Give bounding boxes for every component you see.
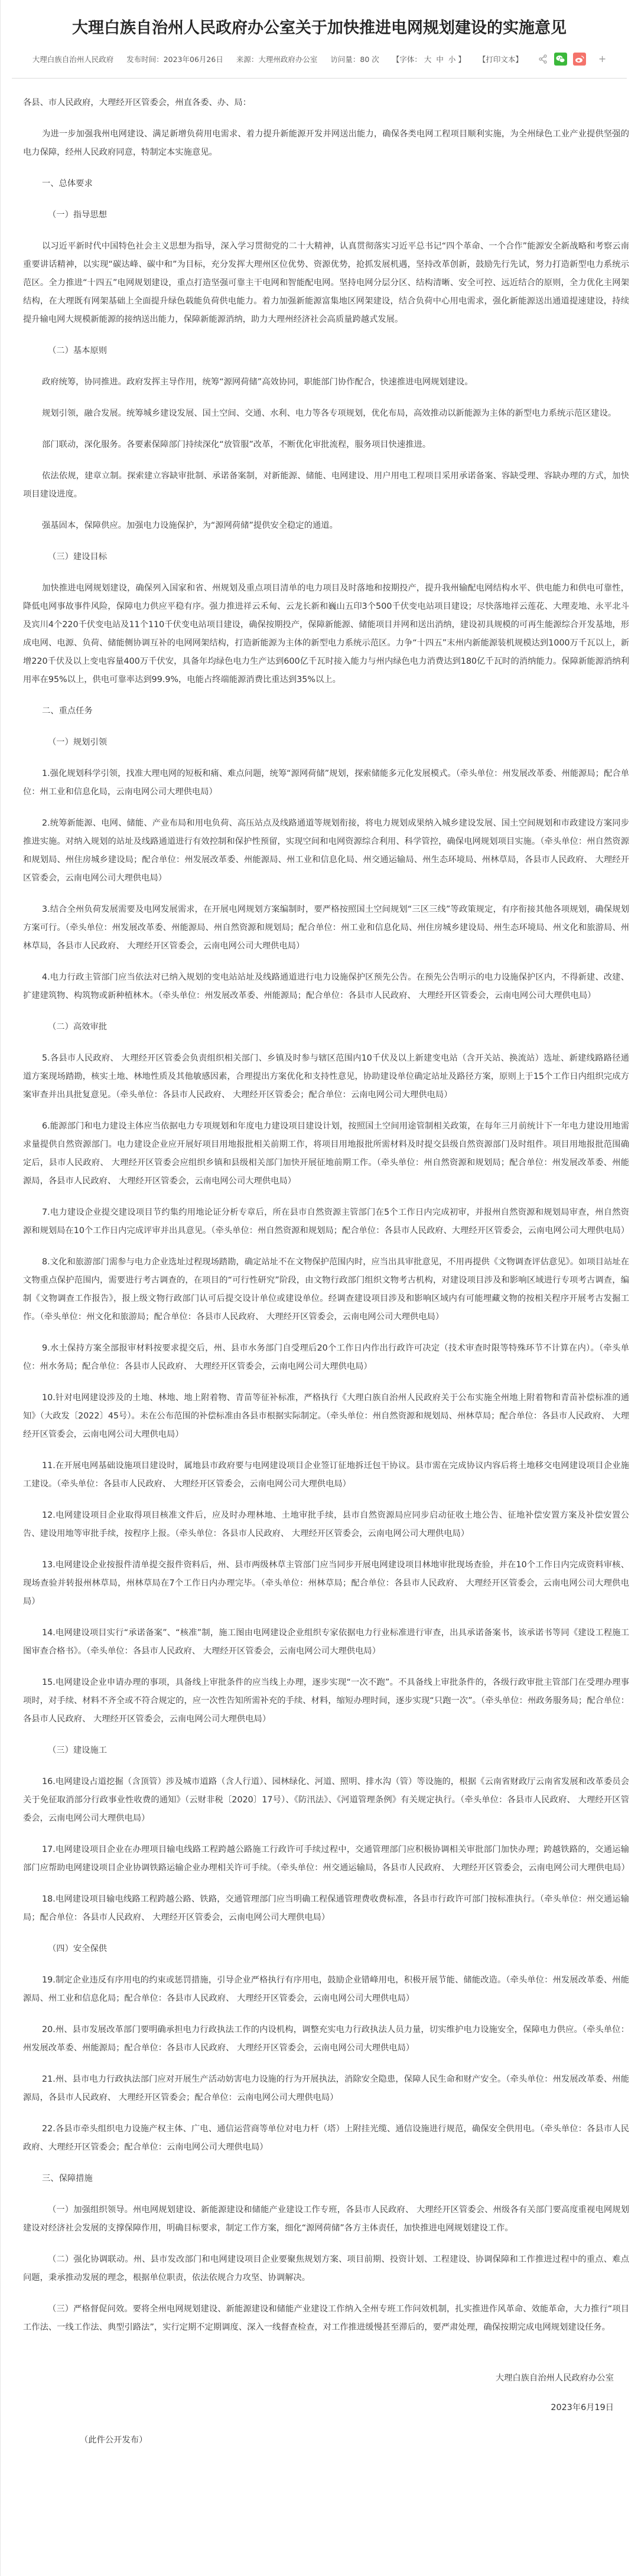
visit-count: [330, 54, 379, 64]
publish-time-label: 发布时间：: [126, 55, 164, 64]
wechat-icon[interactable]: [554, 53, 567, 66]
section-heading: 二、重点任务: [42, 706, 93, 716]
task-item: 2.统筹新能源、电网、储能、产业布局和用电负荷、高压站点及线路通道等规划衔接，将电力规划成果纳入城乡建设发展、国土空间规划和市政建设方案同步推进实施。对纳入规划的站址及线路通道进行有效控制和保护性预留，实现空间和电网资源综合利用、科学管控，确保电网规划项目实施。（牵头单位：州自然资源和规划局、州住房城乡建设局；配合单位：州发展改革委、州能源局、州工业和信息化局、州交通运输局、州生态环境局、州林草局，各县市人民政府、 大理经开区管委会，云南电网公司大理供电局）: [23, 819, 629, 883]
visits-label: 访问量：: [330, 55, 360, 64]
task-item: 8.文化和旅游部门需参与电力企业选址过程现场踏勘，确定站址不在文物保护范围内时，应当出具审批意见，不用再提供《文物调查评估意见》。如项目站址在文物重点保护范围内，需要进行考古调查的，在项目的“可行性研究”阶段，由文物行政部门组织文物考古机构，对建设项目涉及和影响区域进行专项考古调查，编制《文物调查工作报告》，报上级文物行政部门认可后提交设计单位或建设单位。经调查建设项目涉及和影响区域内有可能埋藏文物的按相关程序开展考古发掘工作。（牵头单位：州文化和旅游局；配合单位：各县市人民政府、 大理经开区管委会，云南电网公司大理供电局）: [23, 1257, 629, 1322]
task-item: 3.结合全州负荷发展需要及电网发展需求，在开展电网规划方案编制时，要严格按照国土空间规划“三区三线”等政策规定，有序衔接其他各项规划，确保规划方案可行。（牵头单位：州发展改革委、州能源局、州自然资源和规划局；配合单位：州工业和信息化局、州住房城乡建设局、州生态环境局、州文化和旅游局、州林草局，各县市人民政府、 大理经开区管委会，云南电网公司大理供电局）: [23, 905, 629, 951]
task-item: 22.各县市牵头组织电力设施产权主体、广电、通信运营商等单位对电力杆（塔）上附挂光缆、通信设施进行规范，确保安全供用电。（牵头单位：各县市人民政府、大理经开区管委会；配合单位：云南电网公司大理供电局）: [23, 2124, 629, 2152]
issuer: 大理白族自治州人民政府办公室: [495, 2373, 614, 2383]
subsection-heading: （二）高效审批: [48, 1022, 108, 1032]
paragraph: 部门联动，深化服务。各要素保障部门持续深化“放管服”改革，不断优化审批流程，服务项目快速推进。: [42, 440, 431, 449]
task-item: 9.水土保持方案全部报审材料按要求提交后，州、县市水务部门自受理后20个工作日内作出行政许可决定（技术审查时限等特殊环节不计算在内）。（牵头单位：州水务局；配合单位：各县市人民政府、 大理经开区管委会，云南电网公司大理供电局）: [23, 1344, 629, 1371]
article-body: [1, 79, 638, 2450]
subsection-heading: （一）指导思想: [48, 210, 108, 220]
source-value: 大理州政府办公室: [258, 55, 318, 64]
task-item: 13.电网建设企业按报件清单提交报件资料后，州、县市两级林草主管部门应当同步开展电网建设项目林地审批现场查验，并在10个工作日内完成资料审核、现场查验并转报州林草局，州林草局在7个工作日内办理完毕。（牵头单位：州林草局；配合单位：各县市人民政府、 大理经开区管委会，云南电网公司大理供电局）: [23, 1560, 629, 1606]
intro-paragraph: 为进一步加强我州电网建设、满足新增负荷用电需求、着力提升新能源开发并网送出能力，确保各类电网工程项目顺利实施，为全州绿色工业产业提供坚强的电力保障，经州人民政府同意，特制定本实施意见。: [23, 129, 629, 157]
section-heading: 三、保障措施: [42, 2174, 93, 2183]
visits-unit: 次: [372, 55, 379, 64]
paragraph: （三）严格督促问效。要将全州电网规划建设、新能源建设和储能产业建设工作纳入全州专班工作问效机制，扎实推进作风革命、效能革命，大力推行“项目工作法、一线工作法、典型引路法”，实行定期不定期调度、深入一线督查检查，对工作推进缓慢甚至滞后的，要严肃处理，确保按期完成电网规划建设任务。: [23, 2304, 629, 2332]
subsection-heading: （二）基本原则: [48, 346, 108, 356]
subsection-heading: （一）规划引领: [48, 738, 108, 747]
task-item: 15.电网建设企业申请办理的事项，具备线上审批条件的应当线上办理，逐步实现“一次不跑”。不具备线上审批条件的，各级行政审批主管部门在受理办理事项时，对手续、材料不齐全或不符合规定的，应一次性告知所需补充的手续、材料，缩短办理时间，逐步实现“只跑一次”。（牵头单位：州政务服务局；配合单位：各县市人民政府、 大理经开区管委会，云南电网公司大理供电局）: [23, 1678, 629, 1724]
signature-block: [23, 2372, 629, 2414]
font-size-large-button[interactable]: 大: [424, 55, 432, 64]
subsection-heading: （四）安全保供: [48, 1944, 108, 1954]
paragraph: 强基固本，保障供应。加强电力设施保护，为“源网荷储”提供安全稳定的通道。: [42, 521, 338, 530]
share-icon[interactable]: [538, 54, 548, 64]
task-item: 7.电力建设企业提交建设项目节约集约用地论证分析专章后，所在县市自然资源主管部门在5个工作日内完成初审，并报州自然资源和规划局审查，州自然资源和规划局在10个工作日内完成评审并出具意见。（牵头单位：州自然资源和规划局；配合单位：各县市人民政府、大理经开区管委会，云南电网公司大理供电局）: [23, 1208, 630, 1235]
source: [236, 54, 318, 64]
subsection-heading: （三）建设目标: [48, 552, 108, 562]
salutation: 各县、市人民政府，大理经开区管委会，州直各委、办、局：: [23, 98, 252, 107]
font-size-medium-button[interactable]: 中: [436, 55, 444, 64]
meta-bar: [1, 52, 638, 66]
task-item: 16.电网建设占道挖掘（含顶管）涉及城市道路（含人行道）、园林绿化、河道、照明、排水沟（管）等设施的，根据《云南省财政厅云南省发展和改革委员会关于免征取消部分行政事业性收费的通知》（云财非税〔2020〕17号）、《防汛法》、《河道管理条例》有关规定执行。（牵头单位：各县市人民政府、 大理经开区管委会，云南电网公司大理供电局）: [23, 1777, 629, 1823]
paragraph: 规划引领，融合发展。统筹城乡建设发展、国土空间、交通、水利、电力等各专项规划，优化布局，高效推动以新能源为主体的新型电力系统示范区建设。: [42, 409, 617, 418]
task-item: 10.针对电网建设涉及的土地、林地、地上附着物、青苗等征补标准，严格执行《大理白族自治州人民政府关于公布实施全州地上附着物和青苗补偿标准的通知》（大政发〔2022〕45号）。未在公布范围的补偿标准由各县市根据实际制定。（牵头单位：州自然资源和规划局、州林草局；配合单位：各县市人民政府、 大理经开区管委会，云南电网公司大理供电局）: [23, 1393, 629, 1439]
plus-icon[interactable]: +: [598, 53, 607, 64]
paragraph: 以习近平新时代中国特色社会主义思想为指导，深入学习贯彻党的二十大精神，认真贯彻落实习近平总书记“四个革命、一个合作”能源安全新战略和考察云南重要讲话精神，以实现“碳达峰、碳中和”为目标，充分发挥大理州区位优势、资源优势，抢抓发展机遇，坚持改革创新，鼓励先行先试，努力打造新型电力系统示范区。全力推进“十四五”电网规划建设，重点打造坚强可靠主干电网和智能配电网。坚持电网分层分区、结构清晰、安全可控、远近结合的原则，全力优化主网架结构，在大理既有网架基础上全面提升绿色载能负荷供电能力。着力加强新能源富集地区网架建设，结合负荷中心用电需求，强化新能源送出通道提速建设，持续提升输电网大规模新能源的接纳送出能力，保障新能源消纳，助力大理州经济社会高质量跨越式发展。: [23, 242, 629, 324]
task-item: 21.州、县市电力行政执法部门应对开展生产活动妨害电力设施的行为开展执法，消除安全隐患，保障人民生命和财产安全。（牵头单位：州发展改革委、州能源局，各县市人民政府、 大理经开区管委会；配合单位：云南电网公司大理供电局）: [23, 2075, 629, 2102]
task-item: 4.电力行政主管部门应当依法对已纳入规划的变电站站址及线路通道进行电力设施保护区预先公告。在预先公告明示的电力设施保护区内，不得新建、改建、扩建建筑物、构筑物或新种植林木。（牵头单位：州发展改革委、州能源局；配合单位：各县市人民政府、 大理经开区管委会，云南电网公司大理供电局）: [23, 973, 629, 1000]
print-button[interactable]: 【打印文本】: [478, 55, 523, 64]
task-item: 12.电网建设项目企业取得项目核准文件后，应及时办理林地、土地审批手续，县市自然资源局应同步启动征收土地公告、征地补偿安置方案及补偿安置公告、建设用地等审批手续，按程序上报。（牵头单位：各县市人民政府、 大理经开区管委会，云南电网公司大理供电局）: [23, 1511, 629, 1538]
task-item: 6.能源部门和电力建设主体应当依据电力专项规划和年度电力建设项目建设计划，按照国土空间用途管制相关政策，在每年三月前统计下一年电力建设用地需求量提供自然资源部门。电力建设企业应开展好项目用地报批相关前期工作，将项目用地报批所需材料及时提交县级自然资源部门及时组件。项目用地报批范围确定后，县市人民政府、 大理经开区管委会应组织乡镇和县级相关部门加快开展征地前期工作。（牵头单位：州自然资源和规划局；配合单位：州发展改革委、州能源局，各县市人民政府、 大理经开区管委会，云南电网公司大理供电局）: [23, 1121, 629, 1186]
publish-time: [126, 54, 223, 64]
visits-value: 80: [360, 55, 370, 64]
task-item: 19.制定企业违反有序用电的约束或惩罚措施，引导企业严格执行有序用电，鼓励企业错峰用电，积极开展节能、储能改造。（牵头单位：州发展改革委、州能源局、州工业和信息化局；配合单位：各县市人民政府、 大理经开区管委会，云南电网公司大理供电局）: [23, 1975, 629, 2003]
paragraph: 加快推进电网规划建设，确保列入国家和省、州规划及重点项目清单的电力项目及时落地和按期投产，提升我州输配电网结构水平、供电能力和供电可靠性，降低电网事故事件风险，保障电力供应平稳有序。强力推进祥云禾甸、云龙长新和巍山五印3个500千伏变电站项目建设；尽快落地祥云莲花、大理麦地、永平北斗及宾川4个220千伏变电站及11个110千伏变电站项目建设，确保按期投产，保障新能源、储能项目并网和送出消纳，建设初具规模的可再生能源综合开发基地，形成电网、电源、负荷、储能侧协调互补的电网网架结构，打造新能源为主体的新型电力系统示范区。力争“十四五”末州内新能源装机规模达到1000万千瓦以上，新增220千伏及以上变电容量400万千伏安，具备年均绿色电力生产达到600亿千瓦时接入能力与州内绿色电力消费达到180亿千瓦时的消纳能力。保障新能源消纳利用率在95%以上，供电可靠率达到99.9%，电能占终端能源消费比重达到35%以上。: [23, 583, 629, 684]
paragraph: （一）加强组织领导。州电网规划建设、新能源建设和储能产业建设工作专班，各县市人民政府、 大理经开区管委会、州级各有关部门要高度重视电网规划建设对经济社会发展的支撑保障作用，明确目标要求，制定工作方案，细化“源网荷储”各方主体责任，加快推进电网规划建设工作。: [23, 2205, 629, 2233]
font-size-close: 】: [458, 55, 466, 64]
page-title: 大理白族自治州人民政府办公室关于加快推进电网规划建设的实施意见: [72, 19, 567, 37]
task-item: 20.州、县市发展改革部门要明确承担电力行政执法工作的内设机构，调整充实电力行政执法人员力量，切实维护电力设施安全，保障电力供应。（牵头单位：州发展改革委、州能源局；配合单位：各县市人民政府、 大理经开区管委会，云南电网公司大理供电局）: [23, 2025, 629, 2053]
font-size-selector: [392, 54, 466, 64]
issue-date: 2023年6月19日: [551, 2403, 614, 2412]
source-label: 来源：: [236, 55, 259, 64]
task-item: 11.在开展电网基础设施项目建设时，属地县市政府要与电网建设项目企业签订征地拆迁包干协议。县市需在完成协议内容后将土地移交电网建设项目企业施工建设。（牵头单位：各县市人民政府、 大理经开区管委会，云南电网公司大理供电局）: [23, 1461, 629, 1489]
share-bar: [538, 53, 613, 66]
task-item: 17.电网建设项目企业在办理项目输电线路工程跨越公路施工行政许可手续过程中，交通管理部门应积极协调相关审批部门加快办理；跨越铁路的，交通运输部门应帮助电网建设项目企业协调铁路运输企业办理相关许可手续。（牵头单位：州交通运输局，各县市人民政府、 大理经开区管委会，云南电网公司大理供电局）: [23, 1845, 630, 1873]
font-size-label: 【字体：: [392, 55, 422, 64]
section-heading: 一、总体要求: [42, 179, 93, 188]
publish-time-value: 2023年06月26日: [163, 55, 223, 64]
font-size-small-button[interactable]: 小: [448, 55, 456, 64]
weibo-icon[interactable]: [573, 53, 586, 66]
subsection-heading: （三）建设施工: [48, 1746, 108, 1755]
publicity-note: （此件公开发布）: [80, 2435, 148, 2445]
task-item: 14.电网建设项目实行“承诺备案”、“核准”制，施工图由电网建设企业组织专家依据电力行业标准进行审查，出具承诺备案书，该承诺书等同《建设工程施工图审查合格书》。（牵头单位：各县市人民政府、 大理经开区管委会，云南电网公司大理供电局）: [23, 1628, 629, 1656]
paragraph: 依法依规，建章立制。探索建立容缺审批制、承诺备案制，对新能源、储能、电网建设、用户用电工程项目采用承诺备案、容缺受理、容缺办理的方式，加快项目建设进度。: [23, 471, 629, 499]
paragraph: 政府统筹，协同推进。政府发挥主导作用，统筹“源网荷储”高效协同，职能部门协作配合，快速推进电网规划建设。: [42, 377, 473, 387]
paragraph: （二）强化协调联动。州、县市发改部门和电网建设项目企业要聚焦规划方案、项目前期、投资计划、工程建设、协调保障和工作推进过程中的重点、难点问题，秉承推动发展的理念，根据单位职责，依法依规合力攻坚、协调解决。: [23, 2255, 629, 2282]
task-item: 1.强化规划科学引领，找准大理电网的短板和痛、难点问题，统筹“源网荷储”规划，探索储能多元化发展模式。（牵头单位：州发展改革委、州能源局；配合单位：州工业和信息化局，云南电网公司大理供电局）: [23, 769, 629, 797]
task-item: 5.各县市人民政府、 大理经开区管委会负责组织相关部门、乡镇及时参与辖区范围内10千伏及以上新建变电站（含开关站、换流站）选址、新建线路路径通道方案现场踏勘，核实土地、林地性质及其他敏感因素，合理提出方案优化和支持性意见，协助建设单位确定站址及路径方案，原则上于15个工作日内组织完成方案审查并出具批复意见。（牵头单位：各县市人民政府、 大理经开区管委会；配合单位：云南电网公司大理供电局）: [23, 1054, 629, 1100]
task-item: 18.电网建设项目输电线路工程跨越公路、铁路，交通管理部门应当明确工程保通管理费收费标准，各县市行政许可部门按标准执行。（牵头单位：州交通运输局；配合单位：各县市人民政府、 大理经开区管委会，云南电网公司大理供电局）: [23, 1894, 629, 1922]
publisher: 大理白族自治州人民政府: [32, 55, 114, 64]
